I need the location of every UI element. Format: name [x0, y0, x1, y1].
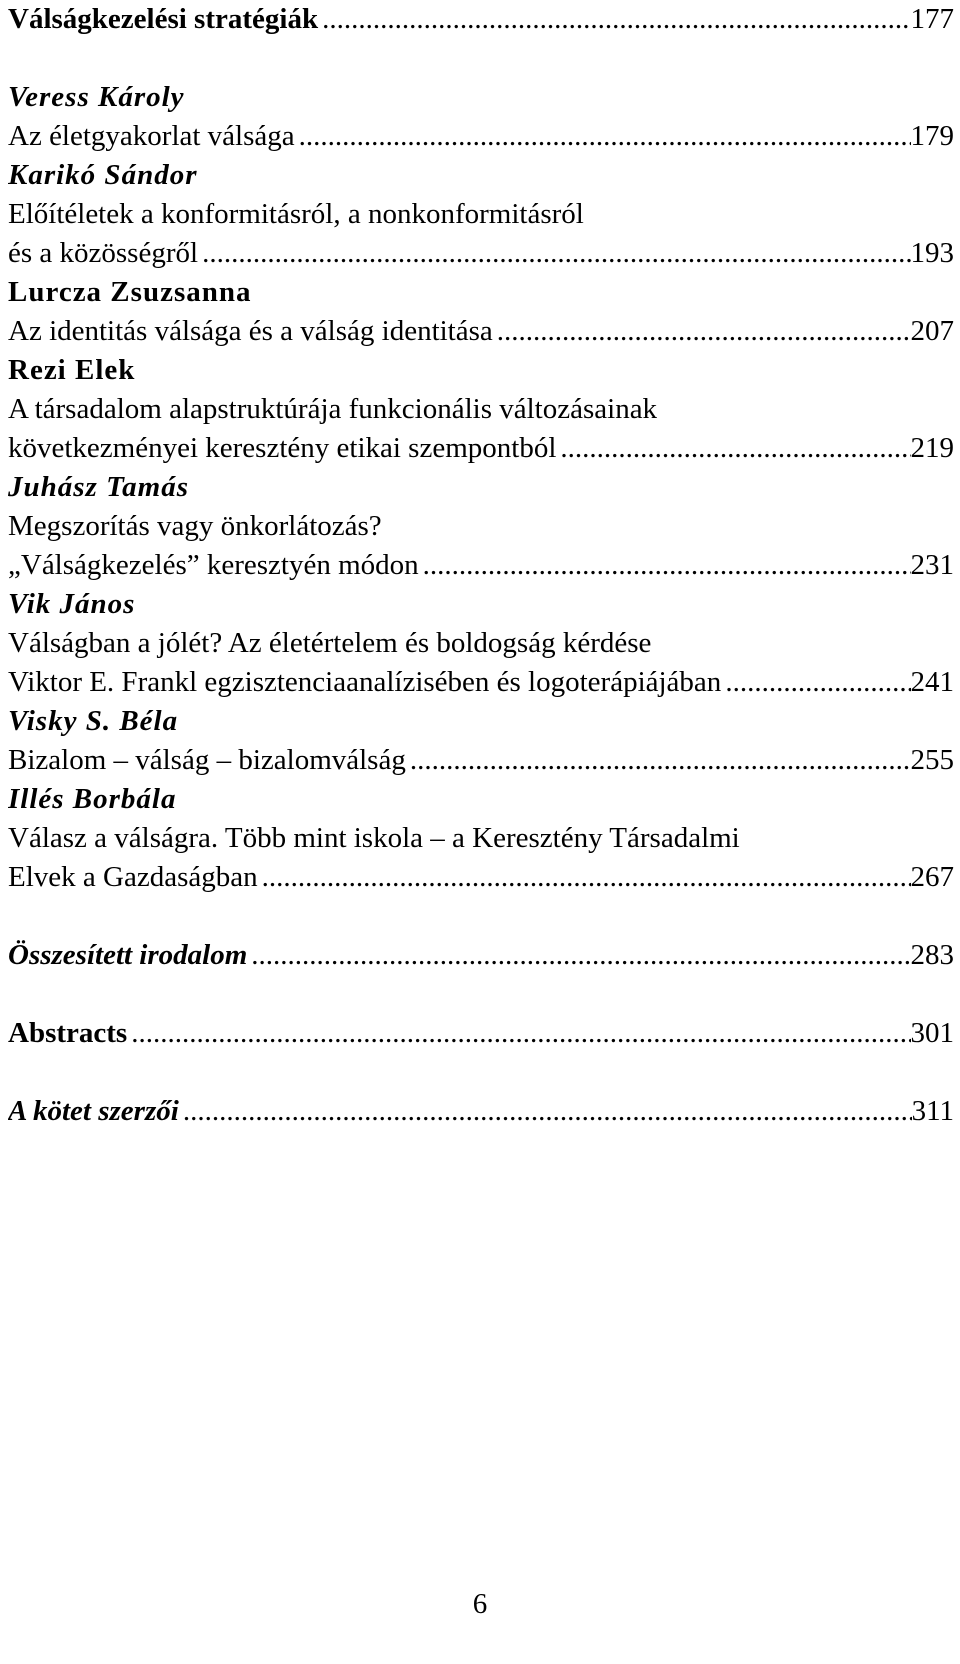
leader-dots — [556, 429, 910, 468]
entry-title: Az identitás válsága és a válság identitása — [8, 315, 493, 347]
leader-dots — [318, 0, 910, 39]
toc-entry[interactable] — [8, 663, 954, 702]
toc-entry[interactable] — [8, 546, 954, 585]
entry-author: Lurcza Zsuzsanna — [8, 276, 252, 308]
section-title: Válságkezelési stratégiák — [8, 3, 319, 35]
leader-dots — [419, 546, 911, 585]
leader-dots — [295, 117, 911, 156]
leader-dots — [406, 741, 911, 780]
entry-author: Rezi Elek — [8, 354, 136, 386]
toc-entry[interactable] — [8, 429, 954, 468]
toc-entry[interactable] — [8, 234, 954, 273]
entry-author: Illés Borbála — [8, 783, 177, 815]
entry-title: Viktor E. Frankl egzisztenciaanalízisében és logoterápiájában — [8, 666, 722, 698]
entry-page: 231 — [910, 549, 954, 581]
leader-dots — [493, 312, 911, 351]
entry-title-line: Megszorítás vagy önkorlátozás? — [8, 510, 382, 542]
page-number: 6 — [472, 1588, 488, 1620]
entry-page: 207 — [910, 315, 954, 347]
entry-page: 193 — [910, 237, 954, 269]
authors-label: A kötet szerzői — [8, 1095, 179, 1127]
entry-title: Bizalom – válság – bizalomválság — [8, 744, 406, 776]
entry-title: „Válságkezelés” keresztyén módon — [8, 549, 419, 581]
toc-section-heading[interactable] — [8, 0, 954, 39]
bibliography-page: 283 — [910, 939, 954, 971]
entry-title: Az életgyakorlat válsága — [8, 120, 295, 152]
entry-author: Juhász Tamás — [8, 471, 189, 503]
leader-dots — [198, 234, 910, 273]
entry-title: következményei keresztény etikai szempontból — [8, 432, 557, 464]
entry-author: Visky S. Béla — [8, 705, 179, 737]
entry-page: 219 — [910, 432, 954, 464]
toc-entry[interactable] — [8, 312, 954, 351]
entry-title-line: Előítéletek a konformitásról, a nonkonformitásról — [8, 198, 584, 230]
abstracts-label: Abstracts — [8, 1017, 128, 1049]
toc-entry[interactable] — [8, 741, 954, 780]
toc-abstracts[interactable] — [8, 1014, 954, 1053]
spacer — [8, 39, 954, 78]
table-of-contents — [8, 0, 954, 1131]
toc-entry[interactable] — [8, 858, 954, 897]
toc-bibliography[interactable] — [8, 936, 954, 975]
toc-authors[interactable] — [8, 1092, 954, 1131]
entry-page: 179 — [910, 120, 954, 152]
entry-title-line: A társadalom alapstruktúrája funkcionális változásainak — [8, 393, 658, 425]
leader-dots — [127, 1014, 910, 1053]
entry-title-line: Válasz a válságra. Több mint iskola – a Keresztény Társadalmi — [8, 822, 740, 854]
leader-dots — [721, 663, 910, 702]
leader-dots — [247, 936, 910, 975]
entry-title: és a közösségről — [8, 237, 199, 269]
spacer — [8, 1053, 954, 1092]
entry-page: 255 — [910, 744, 954, 776]
spacer — [8, 897, 954, 936]
entry-author: Karikó Sándor — [8, 159, 198, 191]
section-page: 177 — [910, 3, 954, 35]
spacer — [8, 975, 954, 1014]
entry-page: 267 — [910, 861, 954, 893]
entry-author: Vik János — [8, 588, 136, 620]
entry-title-line: Válságban a jólét? Az életértelem és boldogság kérdése — [8, 627, 652, 659]
toc-entry[interactable] — [8, 117, 954, 156]
leader-dots — [258, 858, 911, 897]
entry-author: Veress Károly — [8, 81, 185, 113]
leader-dots — [179, 1092, 912, 1131]
authors-page: 311 — [911, 1095, 954, 1127]
bibliography-label: Összesített irodalom — [8, 939, 248, 971]
abstracts-page: 301 — [910, 1017, 954, 1049]
entry-title: Elvek a Gazdaságban — [8, 861, 258, 893]
entry-page: 241 — [910, 666, 954, 698]
